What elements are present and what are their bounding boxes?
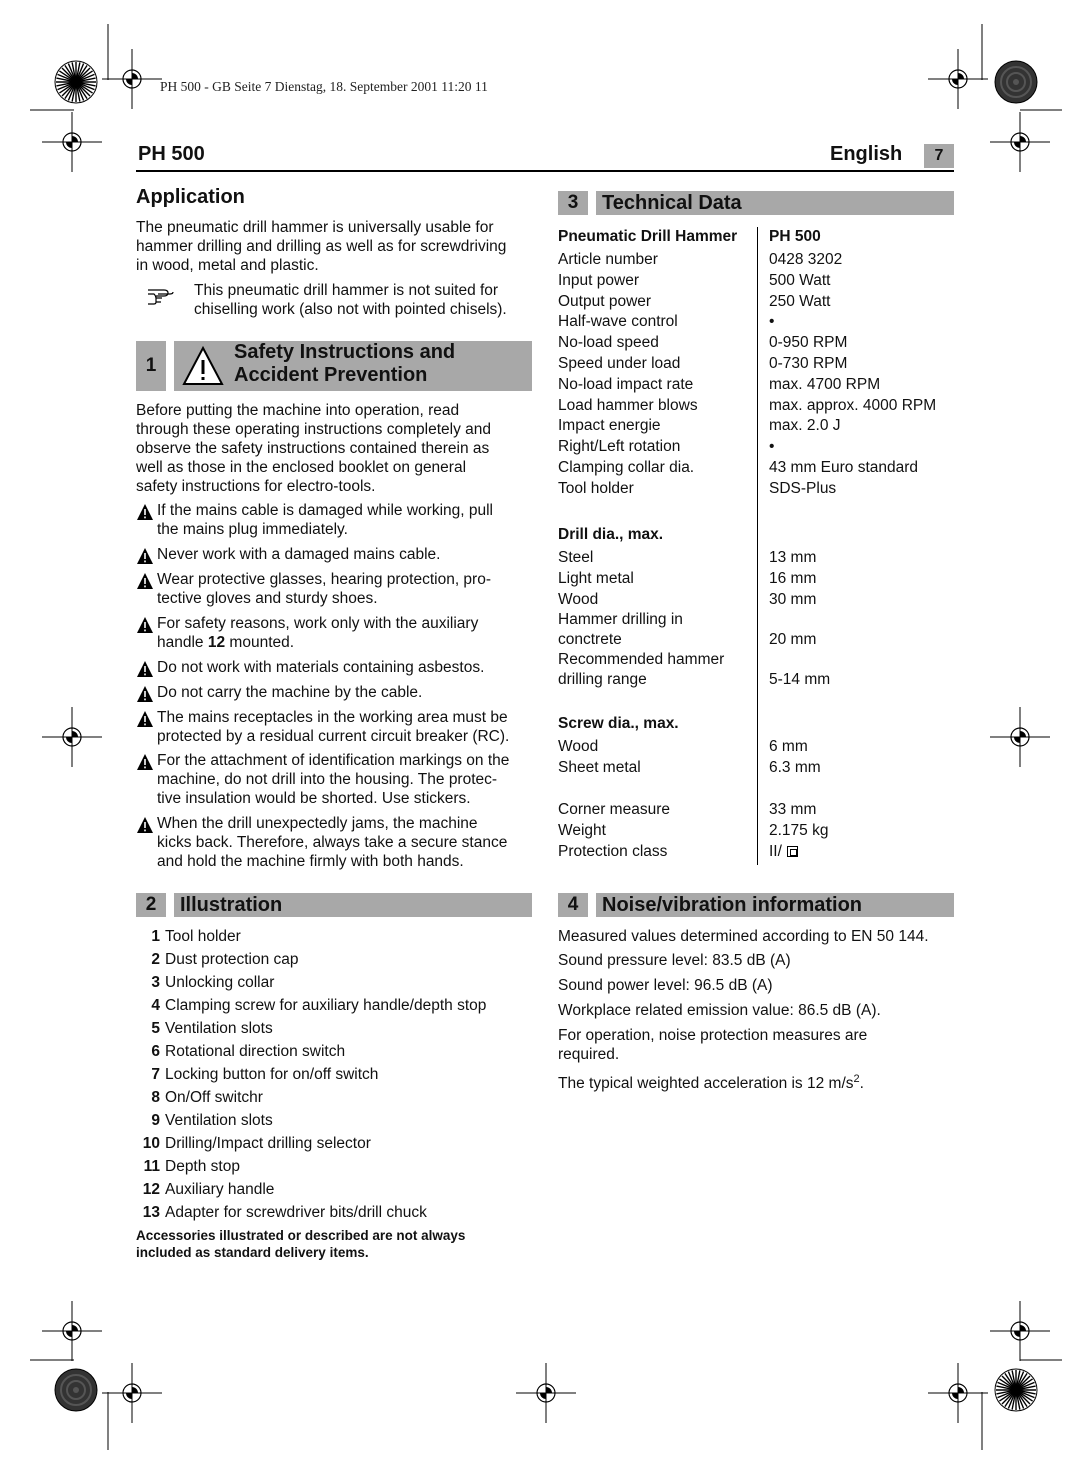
legend-item bbox=[136, 950, 299, 969]
pointing-hand-icon bbox=[146, 284, 176, 306]
legend-label: Locking button for on/off switch bbox=[165, 1066, 379, 1083]
spec-label: Sheet metal bbox=[558, 758, 641, 776]
legend-number: 11 bbox=[143, 1158, 160, 1175]
noise-line: Sound pressure level: 83.5 dB (A) bbox=[558, 952, 791, 969]
legend-label: Tool holder bbox=[165, 928, 241, 945]
legend-label: On/Off switchr bbox=[165, 1089, 263, 1106]
spec-value: • bbox=[769, 438, 775, 456]
legend-item bbox=[136, 1180, 274, 1199]
warning-triangle-icon bbox=[136, 685, 154, 703]
legend-number: 9 bbox=[151, 1112, 160, 1129]
spec-value: 0428 3202 bbox=[769, 251, 843, 268]
warning-item: Do not work with materials containing asbestos. bbox=[136, 658, 536, 677]
table-divider bbox=[757, 227, 758, 865]
spec-label: Steel bbox=[558, 549, 594, 566]
spec-value: 0-950 RPM bbox=[769, 334, 848, 352]
section-number: 4 bbox=[558, 893, 588, 917]
spec-value: max. 4700 RPM bbox=[769, 375, 881, 393]
spec-value: 43 mm Euro standard bbox=[769, 459, 919, 476]
warning-icon bbox=[182, 345, 224, 387]
header-model: PH 500 bbox=[138, 143, 205, 165]
legend-item bbox=[136, 1111, 273, 1130]
legend-item bbox=[136, 1065, 378, 1084]
warning-triangle-icon bbox=[136, 503, 154, 521]
spec-label: Article number bbox=[558, 251, 658, 268]
noise-line: Measured values determined according to EN 50 144. bbox=[558, 928, 929, 945]
spec-value: 30 mm bbox=[769, 590, 817, 608]
application-text: The pneumatic drill hammer is universally usable for hammer drilling and drilling as well as for screwdriving in wood, metal and plastic. bbox=[136, 219, 507, 274]
section-title: Technical Data bbox=[596, 191, 954, 215]
spec-label: Impact energie bbox=[558, 417, 661, 435]
spec-label: Light metal bbox=[558, 569, 634, 587]
spec-label: Load hammer blows bbox=[558, 396, 698, 414]
spec-label: Corner measure bbox=[558, 801, 670, 818]
warning-item: For the attachment of identification markings on the machine, do not drill into the housing. The protec- tive insulation would be shorted. Use stickers. bbox=[136, 751, 536, 808]
legend-number: 4 bbox=[151, 997, 160, 1014]
section-number: 2 bbox=[136, 893, 166, 917]
warning-triangle-icon bbox=[136, 710, 154, 728]
legend-item bbox=[136, 1157, 240, 1176]
header-language: English bbox=[830, 143, 903, 165]
legend-label: Unlocking collar bbox=[165, 974, 275, 991]
legend-label: Depth stop bbox=[165, 1158, 240, 1175]
print-info-line: PH 500 - GB Seite 7 Dienstag, 18. September 2001 11:20 11 bbox=[160, 79, 488, 94]
legend-number: 10 bbox=[142, 1135, 160, 1152]
spec-label: Half-wave control bbox=[558, 313, 678, 331]
spec-label: Wood bbox=[558, 590, 599, 608]
noise-line: Sound power level: 96.5 dB (A) bbox=[558, 977, 773, 994]
warning-item: Wear protective glasses, hearing protection, pro- tective gloves and sturdy shoes. bbox=[136, 570, 536, 608]
legend-item bbox=[136, 1203, 427, 1222]
warning-triangle-icon bbox=[136, 547, 154, 565]
spec-label: Protection class bbox=[558, 842, 668, 860]
warning-item: When the drill unexpectedly jams, the machine kicks back. Therefore, always take a secure stance and hold the machine firmly with both hands. bbox=[136, 814, 536, 871]
spec-label: Speed under load bbox=[558, 355, 681, 372]
legend-item bbox=[136, 927, 241, 946]
legend-label: Rotational direction switch bbox=[165, 1043, 346, 1060]
page-number: 7 bbox=[924, 144, 954, 168]
spec-value: 0-730 RPM bbox=[769, 355, 848, 372]
legend-item bbox=[136, 996, 486, 1015]
spec-value: • bbox=[769, 313, 775, 331]
spec-value: 13 mm bbox=[769, 549, 817, 566]
legend-label: Dust protection cap bbox=[165, 951, 299, 968]
spec-value: 2.175 kg bbox=[769, 821, 829, 839]
spec-value: II/ bbox=[769, 842, 782, 860]
legend-label: Ventilation slots bbox=[165, 1112, 273, 1129]
legend-item bbox=[136, 1019, 273, 1038]
spec-value: max. approx. 4000 RPM bbox=[769, 396, 937, 414]
hammer-value: 20 mm bbox=[769, 631, 817, 648]
spec-label: No-load speed bbox=[558, 334, 659, 352]
warning-triangle-icon bbox=[136, 816, 154, 834]
warning-item: Do not carry the machine by the cable. bbox=[136, 683, 536, 702]
spec-label: Wood bbox=[558, 738, 599, 755]
legend-label: Clamping screw for auxiliary handle/depth stop bbox=[165, 997, 487, 1014]
spec-label: Clamping collar dia. bbox=[558, 459, 695, 476]
header-rule bbox=[136, 170, 954, 172]
legend-number: 8 bbox=[151, 1089, 160, 1106]
safety-intro: Before putting the machine into operation, read through these operating instructions completely and observe the safety instructions contained therein as well as those in the enclosed booklet on general safety instructions for electro-tools. bbox=[136, 402, 491, 495]
section-title: Illustration bbox=[174, 893, 532, 917]
tech-head-label: Pneumatic Drill Hammer bbox=[558, 228, 738, 245]
legend-item bbox=[136, 1134, 371, 1153]
legend-number: 1 bbox=[151, 928, 160, 945]
spec-value: 250 Watt bbox=[769, 292, 831, 310]
spec-value: max. 2.0 J bbox=[769, 417, 841, 435]
warning-item: Never work with a damaged mains cable. bbox=[136, 545, 536, 564]
spec-label: Input power bbox=[558, 271, 639, 289]
legend-number: 6 bbox=[151, 1043, 160, 1060]
section-number: 1 bbox=[136, 341, 166, 391]
spec-label: Weight bbox=[558, 821, 606, 839]
application-note: This pneumatic drill hammer is not suited for chiselling work (also not with pointed chisels). bbox=[194, 282, 507, 318]
warning-triangle-icon bbox=[136, 572, 154, 590]
acceleration-line: The typical weighted acceleration is 12 $m/s^2$. bbox=[558, 1073, 864, 1093]
legend-item bbox=[136, 1088, 263, 1107]
spec-label: No-load impact rate bbox=[558, 375, 694, 393]
noise-line: Workplace related emission value: 86.5 dB (A). bbox=[558, 1002, 881, 1019]
legend-label: Adapter for screwdriver bits/drill chuck bbox=[165, 1204, 427, 1221]
warning-item: The mains receptacles in the working area must be protected by a residual current circuit breaker (RC). bbox=[136, 708, 536, 746]
spec-value: SDS-Plus bbox=[769, 479, 837, 497]
spec-value: 16 mm bbox=[769, 569, 817, 587]
legend-item bbox=[136, 973, 274, 992]
spec-label: Tool holder bbox=[558, 479, 634, 497]
spec-value: 6.3 mm bbox=[769, 758, 821, 776]
noise-line: For operation, noise protection measures are required. bbox=[558, 1027, 868, 1063]
legend-number: 13 bbox=[142, 1204, 160, 1221]
legend-number: 12 bbox=[142, 1181, 160, 1198]
legend-number: 2 bbox=[151, 951, 160, 968]
section-2-heading bbox=[136, 893, 532, 917]
spec-label: Right/Left rotation bbox=[558, 438, 681, 456]
spec-value: 33 mm bbox=[769, 801, 817, 818]
screw-heading: Screw dia., max. bbox=[558, 715, 679, 732]
spec-value: 6 mm bbox=[769, 738, 808, 755]
range-label: Recommended hammer drilling range bbox=[558, 651, 725, 688]
spec-value: 500 Watt bbox=[769, 271, 831, 289]
warning-triangle-icon bbox=[136, 753, 154, 771]
accessories-footnote: Accessories illustrated or described are not always included as standard delivery items. bbox=[136, 1228, 466, 1260]
warning-triangle-icon bbox=[136, 616, 154, 634]
section-1-title-line-1: Safety Instructions and bbox=[234, 341, 456, 363]
spec-label: Output power bbox=[558, 292, 652, 310]
warning-triangle-icon bbox=[136, 660, 154, 678]
section-1-heading bbox=[136, 341, 532, 391]
protection-class-ii-icon bbox=[787, 846, 798, 857]
application-heading: Application bbox=[136, 186, 245, 208]
legend-label: Ventilation slots bbox=[165, 1020, 273, 1037]
legend-number: 5 bbox=[151, 1020, 160, 1037]
legend-number: 3 bbox=[151, 974, 160, 991]
section-title: Noise/vibration information bbox=[596, 893, 954, 917]
section-1-title-line-2: Accident Prevention bbox=[234, 364, 428, 386]
warning-item: For safety reasons, work only with the auxiliary handle 12 mounted. bbox=[136, 614, 536, 652]
range-value: 5-14 mm bbox=[769, 671, 831, 688]
drill-heading: Drill dia., max. bbox=[558, 526, 664, 543]
section-3-heading bbox=[558, 191, 954, 215]
legend-number: 7 bbox=[151, 1066, 160, 1083]
hammer-label: Hammer drilling in conctrete bbox=[558, 611, 683, 648]
warning-item: If the mains cable is damaged while working, pull the mains plug immediately. bbox=[136, 501, 536, 539]
legend-item bbox=[136, 1042, 345, 1061]
tech-head-value: PH 500 bbox=[769, 228, 821, 245]
section-number: 3 bbox=[558, 191, 588, 215]
section-4-heading bbox=[558, 893, 954, 917]
legend-label: Auxiliary handle bbox=[165, 1181, 275, 1198]
legend-label: Drilling/Impact drilling selector bbox=[165, 1135, 371, 1152]
